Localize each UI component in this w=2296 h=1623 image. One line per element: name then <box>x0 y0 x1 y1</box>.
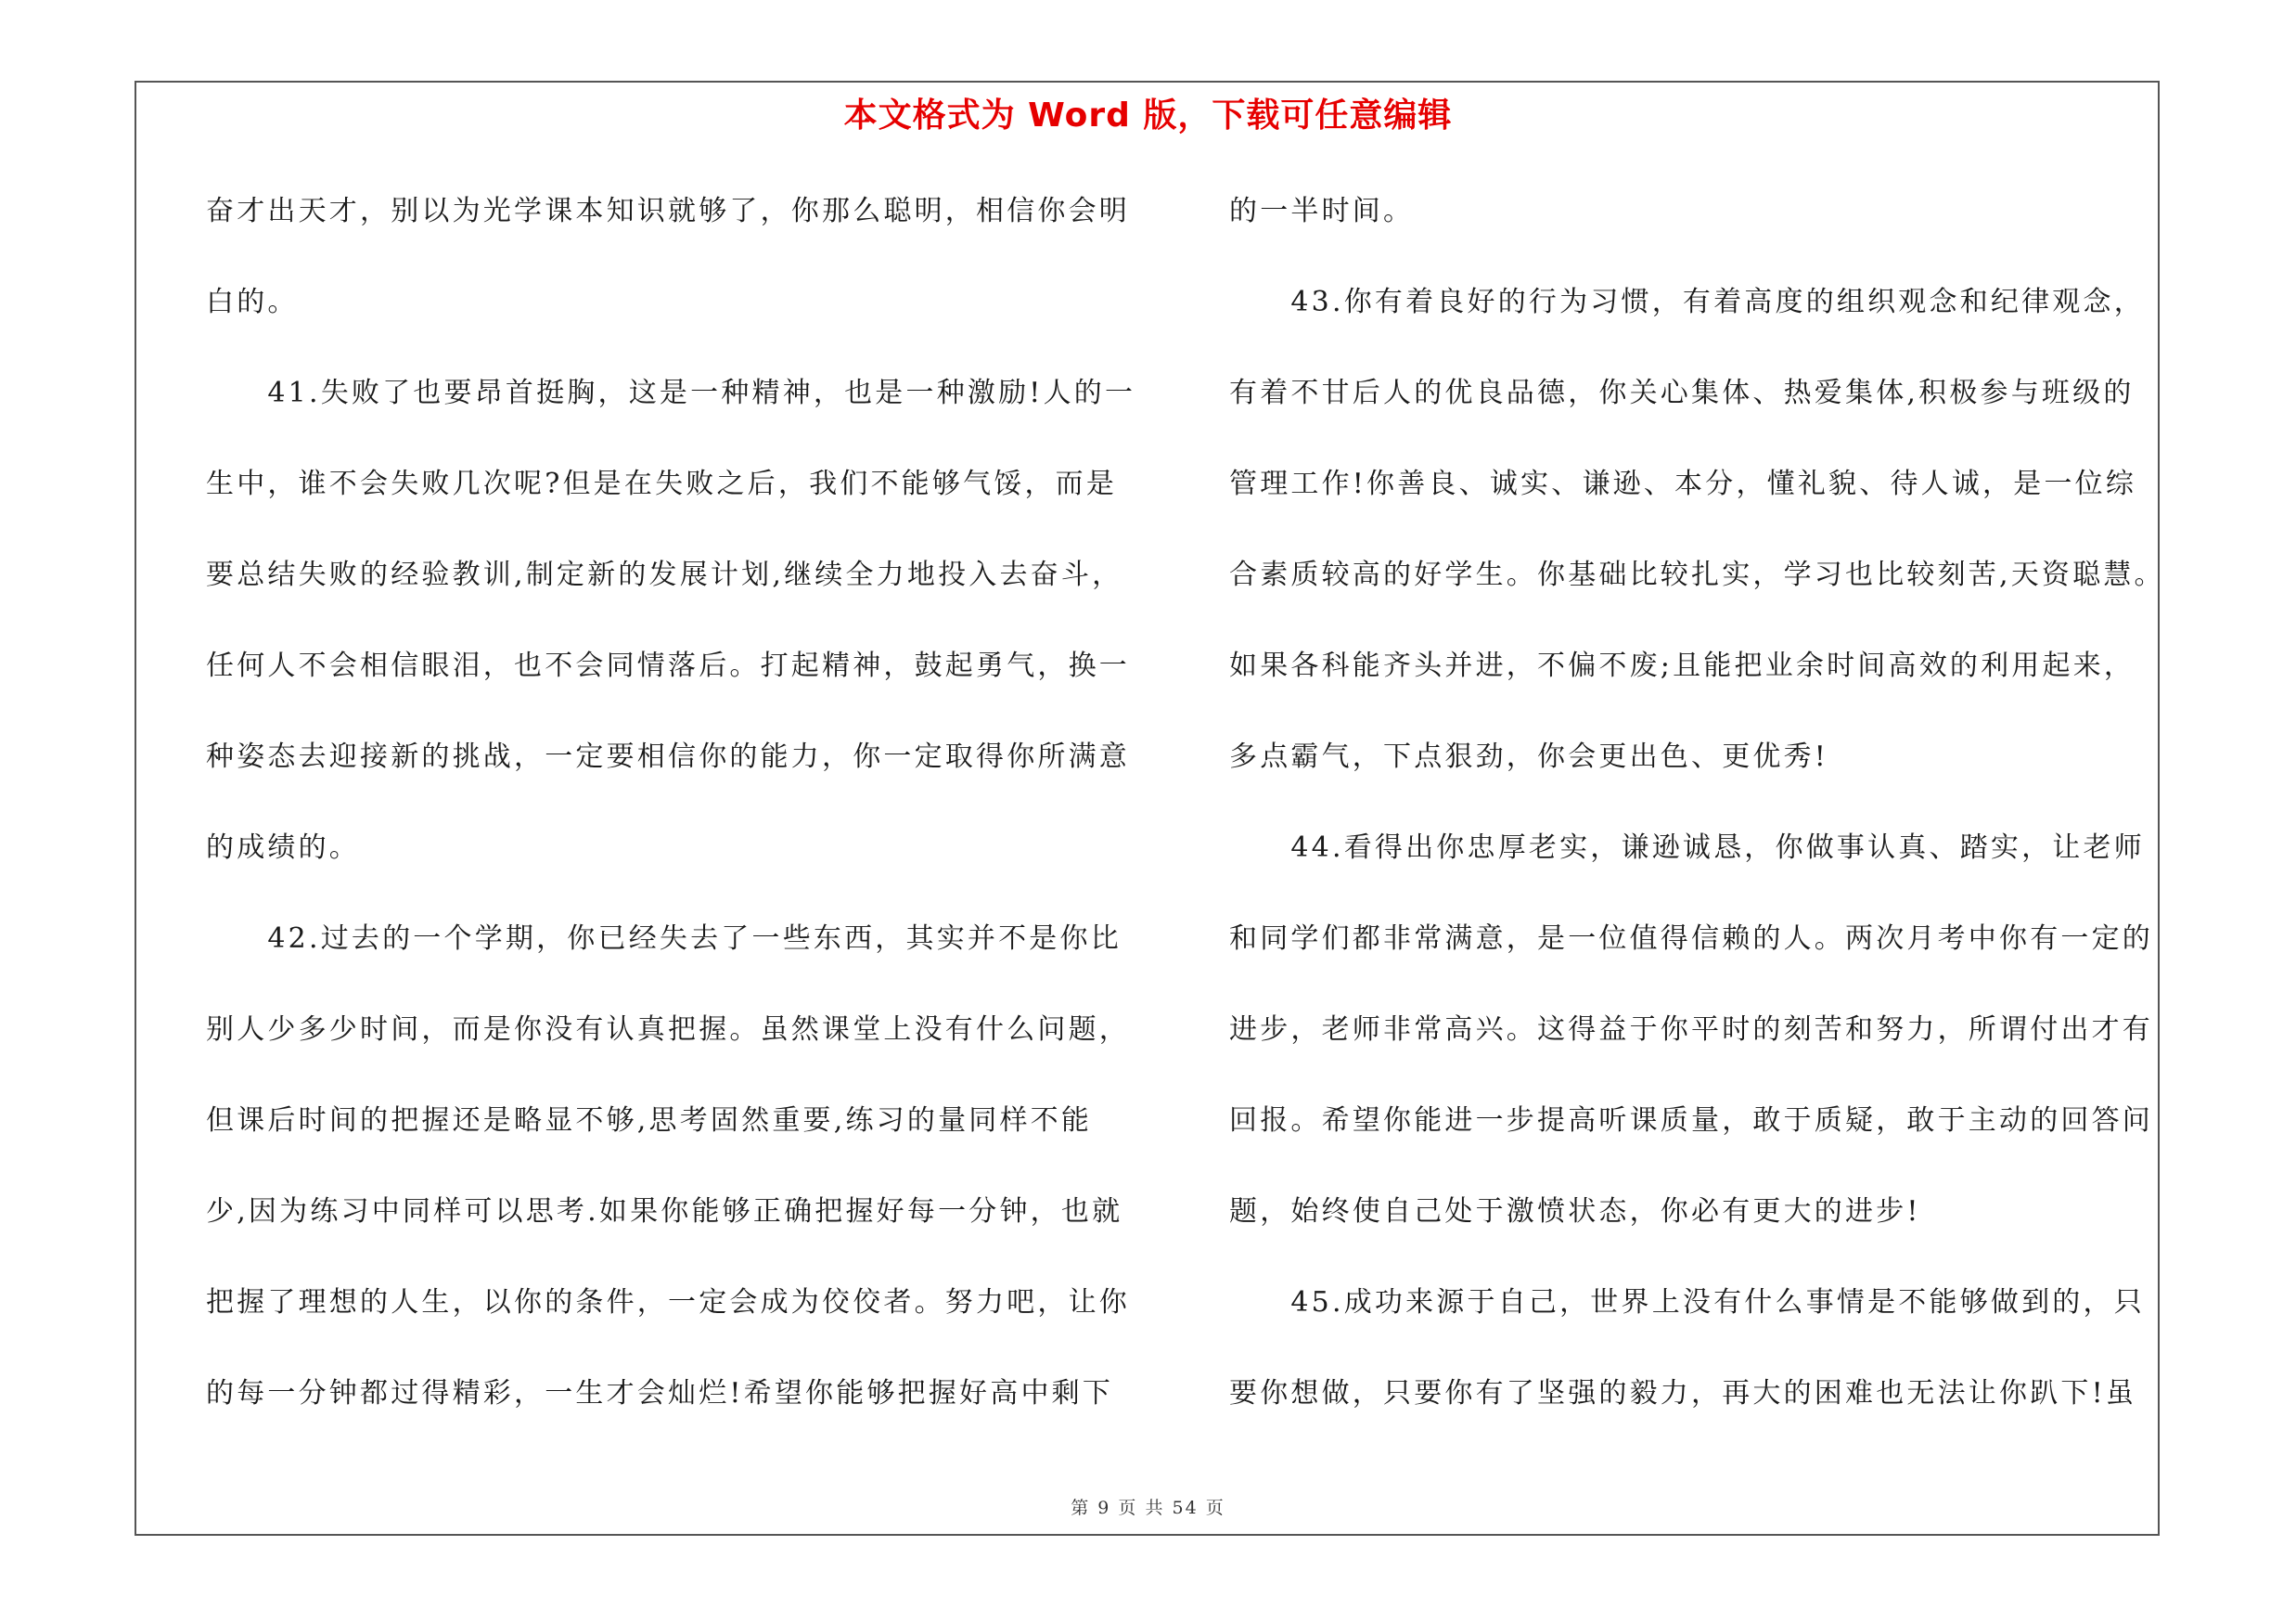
text-line: 如果各科能齐头并进，不偏不废;且能把业余时间高效的利用起来， <box>1229 650 2136 682</box>
text-line: 42.过去的一个学期，你已经失去了一些东西，其实并不是你比 <box>206 922 1122 955</box>
text-line: 少,因为练习中同样可以思考.如果你能够正确把握好每一分钟，也就 <box>206 1195 1123 1228</box>
right-text-column <box>1229 184 2165 1457</box>
word-format-banner: 本文格式为 Word 版，下载可任意编辑 <box>843 97 1453 135</box>
text-line: 种姿态去迎接新的挑战，一定要相信你的能力，你一定取得你所满意 <box>206 741 1130 773</box>
text-line: 的一半时间。 <box>1229 195 1415 227</box>
text-line: 题，始终使自己处于激愤状态，你必有更大的进步! <box>1229 1195 1921 1228</box>
text-line: 生中，谁不会失败几次呢?但是在失败之后，我们不能够气馁，而是 <box>206 468 1118 500</box>
text-line: 要你想做，只要你有了坚强的毅力，再大的困难也无法让你趴下!虽 <box>1229 1377 2137 1410</box>
left-text-column <box>206 184 1136 1457</box>
page-number-footer: 第 9 页 共 54 页 <box>1071 1498 1225 1518</box>
text-line: 45.成功来源于自己，世界上没有什么事情是不能够做到的，只 <box>1229 1286 2145 1319</box>
text-line: 要总结失败的经验教训,制定新的发展计划,继续全力地投入去奋斗， <box>206 559 1123 591</box>
text-line: 的每一分钟都过得精彩，一生才会灿烂!希望你能够把握好高中剩下 <box>206 1377 1114 1410</box>
text-line: 把握了理想的人生，以你的条件，一定会成为佼佼者。努力吧，让你 <box>206 1286 1130 1319</box>
text-line: 43.你有着良好的行为习惯，有着高度的组织观念和纪律观念， <box>1229 286 2145 318</box>
text-line: 奋才出天才，别以为光学课本知识就够了，你那么聪明，相信你会明 <box>206 195 1130 227</box>
text-line: 合素质较高的好学生。你基础比较扎实，学习也比较刻苦,天资聪慧。 <box>1229 559 2165 591</box>
text-line: 管理工作!你善良、诚实、谦逊、本分，懂礼貌、待人诚，是一位综 <box>1229 468 2137 500</box>
text-line: 的成绩的。 <box>206 831 360 864</box>
text-line: 任何人不会相信眼泪，也不会同情落后。打起精神，鼓起勇气，换一 <box>206 650 1130 682</box>
text-line: 多点霸气，下点狠劲，你会更出色、更优秀! <box>1229 741 1829 773</box>
text-line: 41.失败了也要昂首挺胸，这是一种精神，也是一种激励!人的一 <box>206 377 1136 409</box>
text-line: 回报。希望你能进一步提高听课质量，敢于质疑，敢于主动的回答问 <box>1229 1104 2153 1137</box>
text-line: 但课后时间的把握还是略显不够,思考固然重要,练习的量同样不能 <box>206 1104 1093 1137</box>
text-line: 进步，老师非常高兴。这得益于你平时的刻苦和努力，所谓付出才有 <box>1229 1013 2153 1046</box>
text-line: 44.看得出你忠厚老实，谦逊诚恳，你做事认真、踏实，让老师 <box>1229 831 2145 864</box>
text-line: 白的。 <box>206 286 299 318</box>
text-line: 和同学们都非常满意，是一位值得信赖的人。两次月考中你有一定的 <box>1229 922 2153 955</box>
text-line: 别人少多少时间，而是你没有认真把握。虽然课堂上没有什么问题， <box>206 1013 1130 1046</box>
text-line: 有着不甘后人的优良品德，你关心集体、热爱集体,积极参与班级的 <box>1229 377 2135 409</box>
